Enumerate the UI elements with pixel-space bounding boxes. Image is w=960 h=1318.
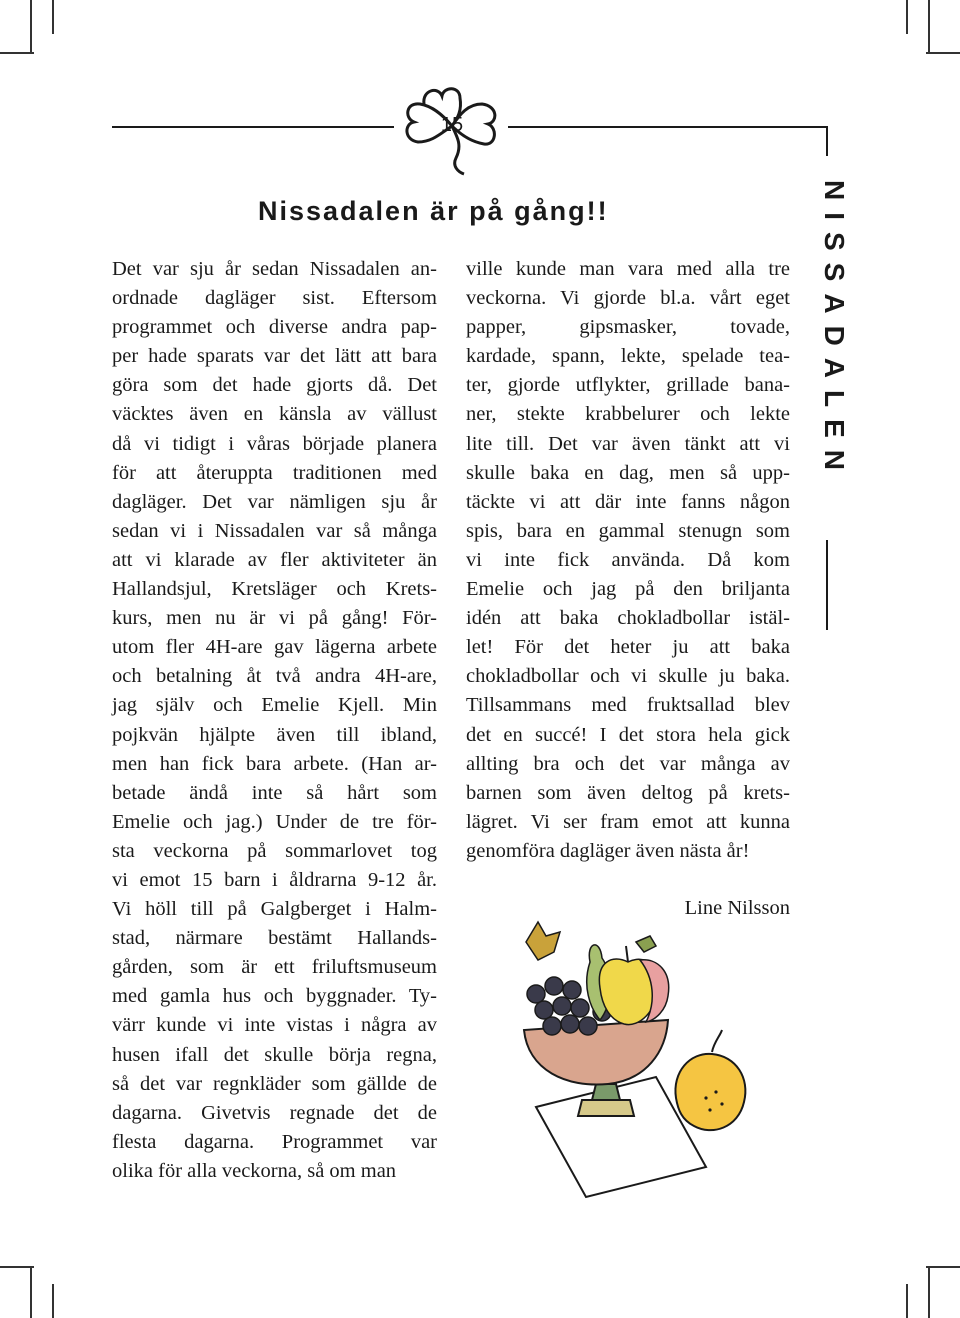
article-column-right: [466, 255, 790, 866]
text-line: att vi klarade av fler aktiviteter än: [112, 548, 437, 571]
text-line: ordnade dagläger sist. Eftersom: [112, 287, 437, 310]
text-line: kardade, spann, lekte, spelade tea-: [466, 345, 790, 368]
apricot-shape: [675, 1030, 745, 1130]
text-line: veckorna. Vi gjorde bl.a. vårt eget: [466, 287, 790, 310]
text-line: dagläger. Det var nämligen sju år: [112, 490, 437, 513]
text-line: med gamla hus och byggnader. Ty-: [112, 985, 437, 1008]
text-line: genomföra dagläger även nästa år!: [466, 839, 750, 862]
text-line: Det var sju år sedan Nissadalen an-: [112, 258, 437, 280]
text-line: gården, som är ett friluftsmuseum: [112, 956, 437, 979]
text-line: Vi höll till på Galgberget i Halm-: [112, 898, 437, 921]
fruit-bowl-icon: [516, 902, 776, 1202]
grape-stem-leaf: [636, 936, 656, 952]
text-line: skulle baka en dag, men så upp-: [466, 461, 790, 484]
text-line: ville kunde man vara med alla tre: [466, 258, 790, 280]
text-line: Hallandsjul, Kretsläger och Krets-: [112, 578, 437, 601]
text-line: betade ändå inte så hårt som: [112, 781, 437, 804]
text-line: väcktes även en känsla av vällust: [112, 403, 437, 426]
crop-mark: [928, 1266, 930, 1318]
page-number: 15: [440, 114, 464, 136]
article-title: Nissadalen är på gång!!: [258, 196, 609, 226]
crop-mark: [926, 1266, 960, 1268]
text-line: för att återuppta traditionen med: [112, 461, 437, 484]
header-rule-right: [508, 126, 828, 128]
text-line: chokladbollar och vi skulle ju baka.: [466, 665, 790, 688]
text-line: stad, närmare bestämt Hallands-: [112, 927, 437, 950]
text-line: värr kunde vi inte vistas i några av: [112, 1014, 437, 1037]
crop-mark: [52, 0, 54, 34]
text-line: spis, bara en gammal stenugn som: [466, 519, 790, 542]
crop-mark: [0, 1266, 34, 1268]
section-label: NISSADALEN: [819, 180, 850, 483]
text-line: programmet och diverse andra pap-: [112, 316, 437, 339]
header-rule-corner: [826, 126, 828, 156]
article-author: Line Nilsson: [684, 897, 790, 919]
crop-mark: [926, 52, 960, 54]
text-line: Emelie och jag.) Under de tre för-: [112, 810, 437, 833]
crop-mark: [906, 1284, 908, 1318]
crop-mark: [30, 0, 32, 52]
article-column-left: [112, 255, 437, 1186]
header-rule-left: [112, 126, 394, 128]
crop-mark: [928, 0, 930, 52]
text-line: då vi tidigt i våras började planera: [112, 432, 437, 455]
text-line: barnen som även deltog på krets-: [466, 781, 790, 804]
text-line: husen ifall det skulle börja regna,: [112, 1043, 437, 1066]
text-line: Emelie och jag på den briljanta: [466, 578, 790, 601]
leaf-shape: [526, 922, 560, 960]
text-line: så det var regnkläder som gällde de: [112, 1072, 437, 1095]
text-line: göra som det hade gjorts då. Det: [112, 374, 437, 397]
text-line: och betalning åt två andra 4H-are,: [112, 665, 437, 688]
text-line: kurs, men nu är vi på gång! För-: [112, 607, 437, 630]
crop-mark: [0, 52, 34, 54]
text-line: ner, stekte krabbelurer och lekte: [466, 403, 790, 426]
text-line: papper, gipsmasker, tovade,: [466, 316, 790, 339]
text-line: det en succé! I det stora hela gick: [466, 723, 790, 746]
text-line: let! För det heter ju att baka: [466, 636, 790, 659]
text-line: flesta dagarna. Programmet var: [112, 1130, 437, 1153]
text-line: pojkvän hjälpte även till ibland,: [112, 723, 437, 746]
text-line: lägret. Vi ser fram emot att kunna: [466, 810, 790, 833]
text-line: olika för alla veckorna, så om man: [112, 1159, 397, 1182]
crop-mark: [30, 1266, 32, 1318]
text-line: täckte vi att där inte fanns någon: [466, 490, 790, 513]
text-line: utom fler 4H-are gav lägerna arbete: [112, 636, 437, 659]
text-line: Tillsammans med fruktsallad blev: [466, 694, 790, 717]
section-rule: [826, 540, 828, 630]
text-line: sedan vi i Nissadalen var så många: [112, 519, 437, 542]
text-line: vi emot 15 barn i åldrarna 9-12 år.: [112, 868, 437, 891]
crop-mark: [52, 1284, 54, 1318]
crop-mark: [906, 0, 908, 34]
text-line: idén att baka chokladbollar istäl-: [466, 607, 790, 630]
text-line: sta veckorna på sommarlovet tog: [112, 839, 437, 862]
text-line: men han fick bara arbete. (Han ar-: [112, 752, 437, 775]
text-line: dagarna. Givetvis regnade det de: [112, 1101, 437, 1124]
text-line: lite till. Det var även tänkt att vi: [466, 432, 790, 455]
text-line: allting bra och det var många av: [466, 752, 790, 775]
text-line: jag själv och Emelie Kjell. Min: [112, 694, 437, 717]
text-line: ter, gjorde utflykter, grillade bana-: [466, 374, 790, 397]
text-line: vi inte fick använda. Då kom: [466, 548, 790, 571]
text-line: per hade sparats var det lätt att bara: [112, 345, 437, 368]
